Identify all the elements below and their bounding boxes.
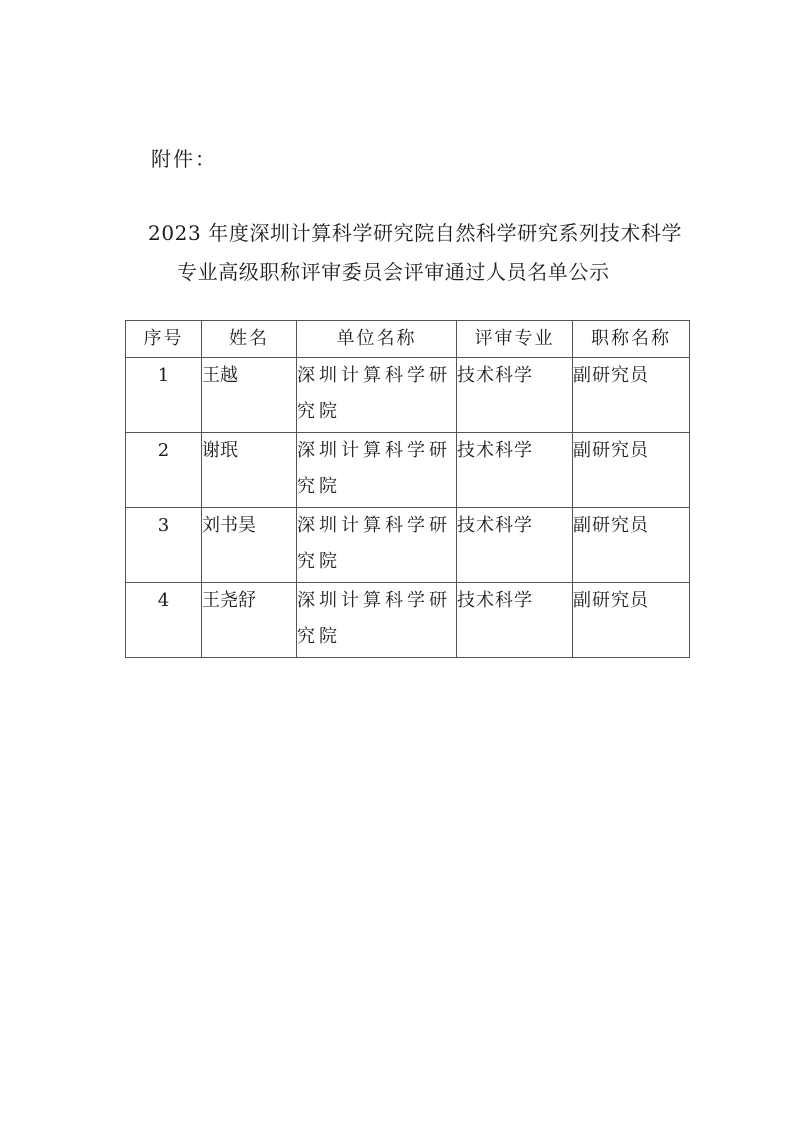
cell-unit: 深圳计算科学研究院 (297, 583, 457, 658)
table-row (126, 433, 690, 508)
cell-title: 副研究员 (573, 583, 690, 658)
roster-table (125, 320, 690, 658)
table-row (126, 583, 690, 658)
cell-major: 技术科学 (457, 508, 573, 583)
cell-name: 刘书昊 (202, 508, 297, 583)
cell-title: 副研究员 (573, 508, 690, 583)
cell-no: 1 (126, 358, 202, 433)
cell-unit: 深圳计算科学研究院 (297, 508, 457, 583)
cell-no: 2 (126, 433, 202, 508)
cell-name: 王越 (202, 358, 297, 433)
table-header-row (126, 321, 690, 358)
cell-major: 技术科学 (457, 358, 573, 433)
cell-unit: 深圳计算科学研究院 (297, 358, 457, 433)
document-title-line-1: 2023 年度深圳计算科学研究院自然科学研究系列技术科学 (148, 221, 683, 245)
header-major: 评审专业 (457, 321, 573, 358)
header-title: 职称名称 (573, 321, 690, 358)
cell-no: 3 (126, 508, 202, 583)
cell-unit: 深圳计算科学研究院 (297, 433, 457, 508)
attachment-label: 附件： (151, 147, 217, 171)
header-name: 姓名 (202, 321, 297, 358)
document-title-line-2: 专业高级职称评审委员会评审通过人员名单公示 (177, 260, 610, 284)
cell-title: 副研究员 (573, 358, 690, 433)
cell-major: 技术科学 (457, 433, 573, 508)
table-row (126, 358, 690, 433)
cell-major: 技术科学 (457, 583, 573, 658)
cell-name: 王尧舒 (202, 583, 297, 658)
header-unit: 单位名称 (297, 321, 457, 358)
table-row (126, 508, 690, 583)
cell-no: 4 (126, 583, 202, 658)
cell-title: 副研究员 (573, 433, 690, 508)
cell-name: 谢珉 (202, 433, 297, 508)
header-no: 序号 (126, 321, 202, 358)
